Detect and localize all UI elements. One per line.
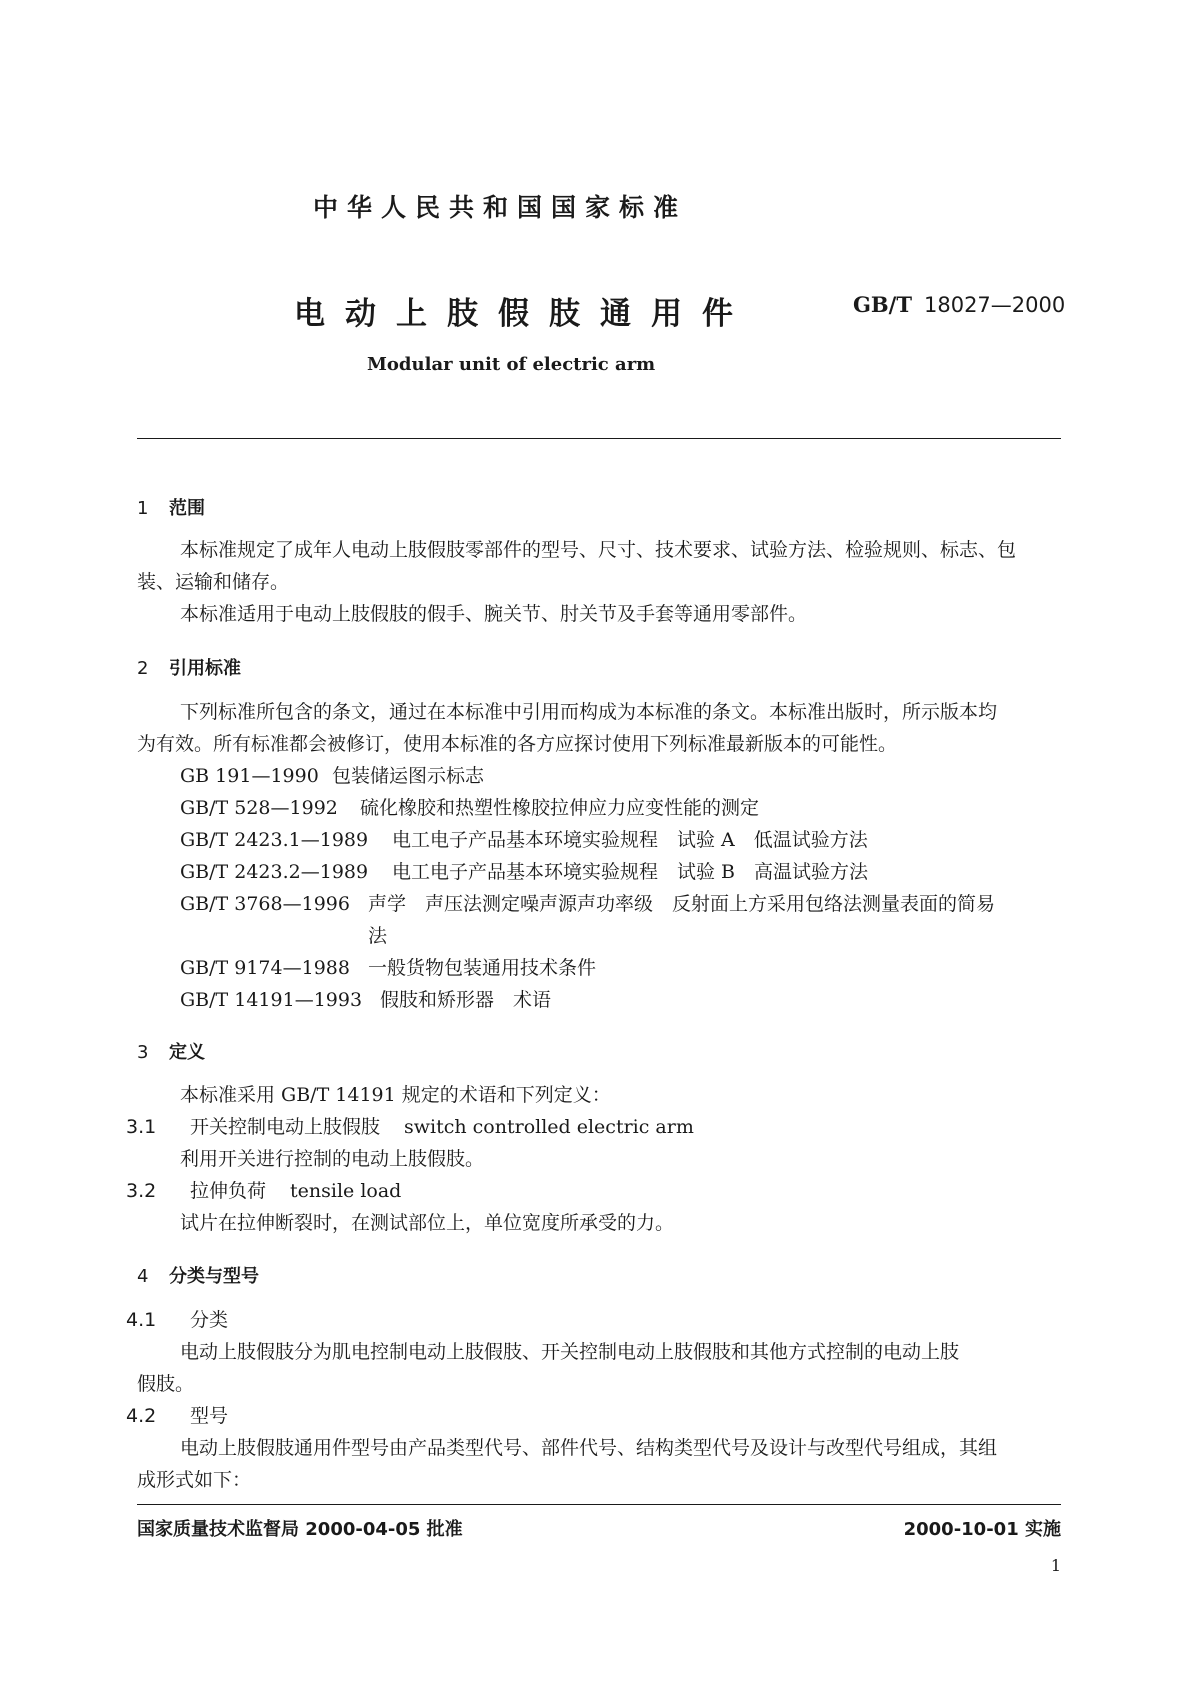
definition-number: 3.1 (126, 1116, 157, 1138)
reference-item (180, 824, 868, 856)
english-title: Modular unit of electric arm (367, 354, 656, 375)
clause-4-1-heading (126, 1304, 228, 1336)
reference-code: GB/T 2423.1—1989 (180, 829, 369, 851)
reference-item (180, 888, 995, 920)
section-3-intro: 本标准采用 GB/T 14191 规定的术语和下列定义： (180, 1084, 611, 1106)
section-2-title: 引用标准 (169, 658, 241, 679)
effective-date: 2000-10-01 实施 (903, 1519, 1061, 1540)
footer-divider (137, 1504, 1061, 1505)
clause-4-2-line-1: 电动上肢假肢通用件型号由产品类型代号、部件代号、结构类型代号及设计与改型代号组成，其组 (180, 1437, 998, 1459)
reference-title: 一般货物包装通用技术条件 (368, 957, 597, 979)
reference-title: 包装储运图示标志 (332, 765, 485, 787)
section-1-para-1-line-1: 本标准规定了成年人电动上肢假肢零部件的型号、尺寸、技术要求、试验方法、检验规则、标志、包 (180, 539, 1017, 561)
reference-code: GB/T 9174—1988 (180, 957, 350, 979)
reference-code: GB/T 3768—1996 (180, 893, 350, 915)
reference-title: 声学 声压法测定噪声源声功率级 反射面上方采用包络法测量表面的简易 (368, 893, 996, 915)
reference-item (180, 856, 868, 888)
section-4-number: 4 (137, 1266, 149, 1287)
clause-title: 分类 (190, 1309, 229, 1331)
section-4-title: 分类与型号 (169, 1266, 259, 1287)
standard-code-prefix: GB/T (853, 292, 912, 317)
standard-code (853, 292, 1065, 317)
section-2-para-line-2: 为有效。所有标准都会被修订，使用本标准的各方应探讨使用下列标准最新版本的可能性。 (137, 733, 898, 755)
clause-number: 4.1 (126, 1309, 157, 1331)
standard-code-number: 18027—2000 (923, 293, 1066, 317)
definition-3-1-text: 利用开关进行控制的电动上肢假肢。 (180, 1148, 485, 1170)
definition-term: 开关控制电动上肢假肢 (190, 1116, 381, 1138)
clause-4-1-line-2: 假肢。 (137, 1373, 195, 1395)
definition-3-2-text: 试片在拉伸断裂时，在测试部位上，单位宽度所承受的力。 (180, 1212, 675, 1234)
clause-4-2-line-2: 成形式如下： (137, 1469, 252, 1491)
reference-title: 电工电子产品基本环境实验规程 试验 B 高温试验方法 (392, 861, 869, 883)
section-4-heading (137, 1262, 259, 1288)
standard-title: 电动上肢假肢通用件 (294, 296, 753, 332)
reference-item (180, 952, 596, 984)
reference-title: 假肢和矫形器 术语 (380, 989, 552, 1011)
definition-3-1 (126, 1111, 694, 1143)
definition-english-term: tensile load (290, 1180, 402, 1202)
section-1-number: 1 (137, 498, 149, 519)
definition-english-term: switch controlled electric arm (404, 1116, 694, 1138)
section-1-heading (137, 494, 205, 520)
clause-number: 4.2 (126, 1405, 157, 1427)
reference-item (180, 792, 759, 824)
reference-code: GB/T 528—1992 (180, 797, 338, 819)
section-3-number: 3 (137, 1042, 149, 1063)
reference-code: GB/T 2423.2—1989 (180, 861, 369, 883)
section-3-heading (137, 1038, 205, 1064)
reference-item (180, 984, 551, 1016)
reference-item (180, 760, 484, 792)
clause-4-2-heading (126, 1400, 228, 1432)
reference-title: 硫化橡胶和热塑性橡胶拉伸应力应变性能的测定 (360, 797, 760, 819)
issuing-authority-title: 中华人民共和国国家标准 (313, 193, 688, 222)
section-2-heading (137, 654, 241, 680)
approval-date: 国家质量技术监督局 2000-04-05 批准 (137, 1519, 463, 1540)
section-1-title: 范围 (169, 498, 205, 519)
reference-title: 电工电子产品基本环境实验规程 试验 A 低温试验方法 (392, 829, 868, 851)
page-number: 1 (1050, 1556, 1061, 1575)
definition-term: 拉伸负荷 (190, 1180, 267, 1202)
clause-4-1-line-1: 电动上肢假肢分为肌电控制电动上肢假肢、开关控制电动上肢假肢和其他方式控制的电动上肢 (180, 1341, 960, 1363)
definition-3-2 (126, 1175, 401, 1207)
reference-code: GB 191—1990 (180, 765, 319, 787)
reference-title-continuation: 法 (368, 925, 388, 947)
definition-number: 3.2 (126, 1180, 157, 1202)
section-2-number: 2 (137, 658, 149, 679)
section-1-para-1-line-2: 装、运输和储存。 (137, 571, 290, 593)
clause-title: 型号 (190, 1405, 229, 1427)
header-divider (137, 438, 1061, 439)
section-2-para-line-1: 下列标准所包含的条文，通过在本标准中引用而构成为本标准的条文。本标准出版时，所示版本均 (180, 701, 998, 723)
reference-code: GB/T 14191—1993 (180, 989, 363, 1011)
section-3-title: 定义 (169, 1042, 205, 1063)
section-1-para-2: 本标准适用于电动上肢假肢的假手、腕关节、肘关节及手套等通用零部件。 (180, 603, 808, 625)
